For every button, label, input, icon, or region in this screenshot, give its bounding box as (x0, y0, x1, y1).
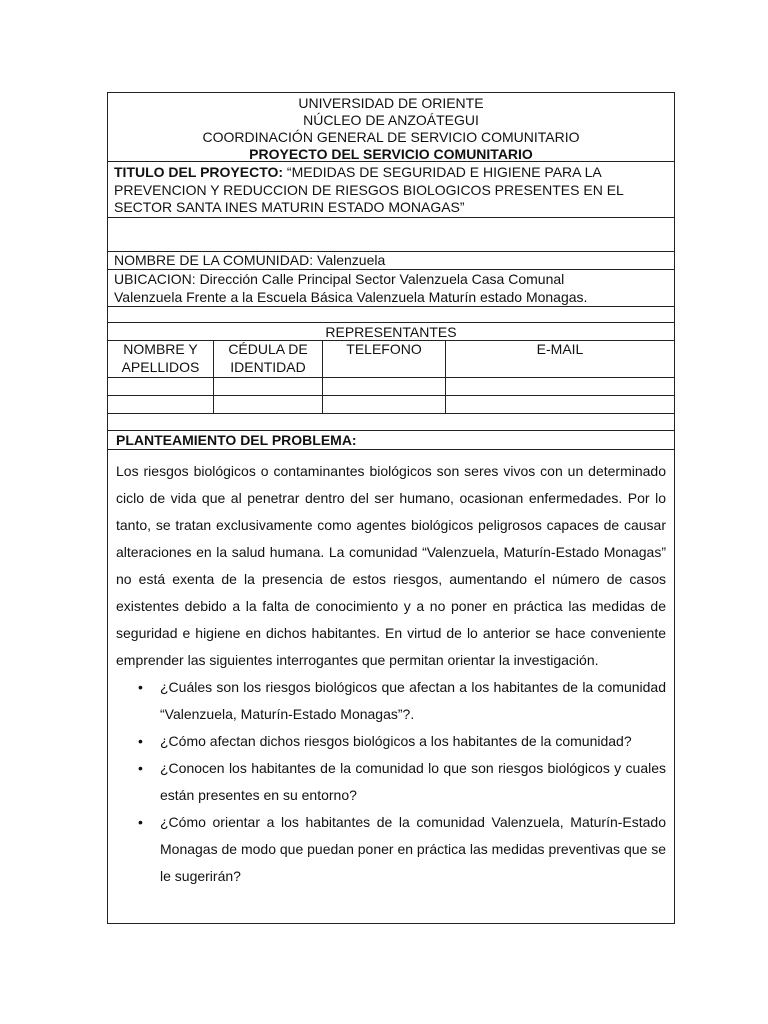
list-item: • ¿Cuáles son los riesgos biológicos que afectan a los habitantes de la comunidad “Valenzuela, Maturín-Estado Monagas”?. (160, 674, 666, 728)
problem-body (108, 450, 674, 890)
campus-name: NÚCLEO DE ANZOÁTEGUI (303, 112, 479, 128)
coordination-name: COORDINACIÓN GENERAL DE SERVICIO COMUNITARIO (202, 129, 580, 145)
column-header-phone: TELEFONO (323, 341, 446, 377)
table-row (108, 396, 674, 414)
university-name: UNIVERSIDAD DE ORIENTE (298, 95, 484, 111)
bullet-icon: • (138, 679, 143, 695)
location-line1: UBICACION: Dirección Calle Principal Sector Valenzuela Casa Comunal (114, 271, 565, 287)
problem-heading-row (108, 431, 674, 450)
project-title-label: TITULO DEL PROYECTO: (114, 164, 284, 180)
document-title: PROYECTO DEL SERVICIO COMUNITARIO (249, 146, 533, 162)
representatives-title: REPRESENTANTES (325, 324, 457, 340)
column-header-name: NOMBRE Y APELLIDOS (108, 341, 214, 377)
project-title-block (108, 162, 674, 218)
bullet-icon: • (138, 733, 143, 749)
project-title-line2: PREVENCION Y REDUCCION DE RIESGOS BIOLOGICOS PRESENTES EN EL (114, 181, 624, 198)
representatives-title-row (108, 323, 674, 341)
table-row (108, 378, 674, 396)
empty-row (108, 218, 674, 252)
problem-paragraph: Los riesgos biológicos o contaminantes biológicos son seres vivos con un determinado ciclo de vida que al penetrar dentro del ser humano, ocasionan enfermedades. Por lo tanto, se tratan exclusivamente como agentes biológicos peligrosos capaces de causar alteraciones en la salud humana. La comunidad “Valenzuela, Maturín-Estado Monagas” no está exenta de la presencia de estos riesgos, aumentando el número de casos existentes debido a la falta de conocimiento y a no poner en práctica las medidas de seguridad e higiene en dichos habitantes. En virtud de lo anterior se hace conveniente emprender las siguientes interrogantes que permitan orientar la investigación. (116, 463, 666, 668)
community-name: NOMBRE DE LA COMUNIDAD: Valenzuela (114, 252, 386, 268)
header-block (108, 93, 674, 162)
empty-row (108, 307, 674, 323)
column-header-id: CÉDULA DE IDENTIDAD (214, 341, 323, 377)
problem-heading: PLANTEAMIENTO DEL PROBLEMA: (116, 432, 357, 448)
empty-row (108, 414, 674, 431)
document-form (107, 92, 675, 924)
bullet-icon: • (138, 760, 143, 776)
bullet-icon: • (138, 814, 143, 830)
project-title-line1: “MEDIDAS DE SEGURIDAD E HIGIENE PARA LA (283, 164, 602, 180)
list-item: • ¿Cómo orientar a los habitantes de la comunidad Valenzuela, Maturín-Estado Monagas de modo que puedan poner en práctica las medidas preventivas que se le sugerirán? (160, 809, 666, 890)
representatives-header-row (108, 341, 674, 378)
project-title-line3: SECTOR SANTA INES MATURIN ESTADO MONAGAS” (114, 199, 465, 215)
column-header-email: E-MAIL (536, 341, 584, 357)
location-line2: Valenzuela Frente a la Escuela Básica Valenzuela Maturín estado Monagas. (114, 288, 588, 305)
location-row (108, 270, 674, 307)
list-item: • ¿Cómo afectan dichos riesgos biológicos a los habitantes de la comunidad? (160, 728, 666, 755)
list-item: • ¿Conocen los habitantes de la comunidad lo que son riesgos biológicos y cuales están presentes en su entorno? (160, 755, 666, 809)
community-name-row (108, 252, 674, 270)
questions-list (116, 674, 666, 890)
